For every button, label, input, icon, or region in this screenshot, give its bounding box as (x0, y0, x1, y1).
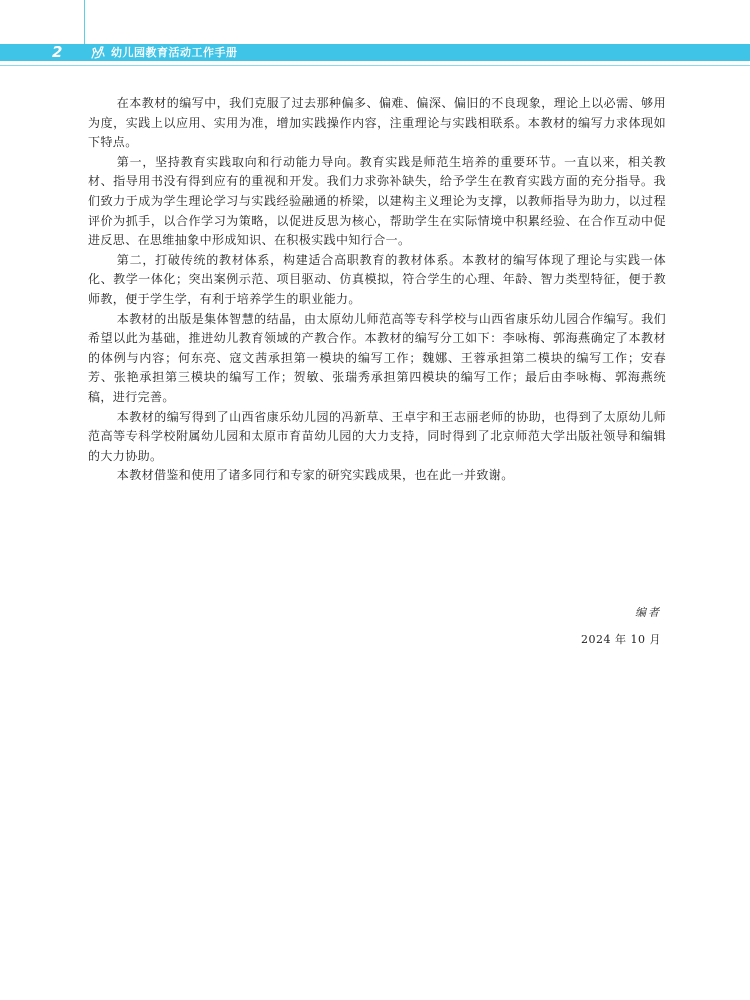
paragraph: 本教材的编写得到了山西省康乐幼儿园的冯新草、王卓宇和王志丽老师的协助，也得到了太原幼儿师范高等专科学校附属幼儿园和太原市育苗幼儿园的大力支持，同时得到了北京师范大学出版社领导和编辑的大力协助。 (88, 409, 666, 463)
signature-date: 2024 年 10 月 (581, 633, 661, 646)
paragraph: 第一，坚持教育实践取向和行动能力导向。教育实践是师范生培养的重要环节。一直以来，相关教材、指导用书没有得到应有的重视和开发。我们力求弥补缺失，给予学生在教育实践方面的充分指导。我们致力于成为学生理论学习与实践经验融通的桥梁，以建构主义理论为支撑，以教师指导为助力，以过程评价为抓手，以合作学习为策略，以促进反思为核心，帮助学生在实际情境中积累经验、在合作互动中促进反思、在思维抽象中形成知识、在积极实践中知行合一。 (88, 154, 666, 248)
signature-block (581, 599, 661, 653)
signature-editor: 编者 (635, 606, 661, 619)
page-number: 2 (52, 43, 63, 61)
paragraph: 在本教材的编写中，我们克服了过去那种偏多、偏难、偏深、偏旧的不良现象，理论上以必需、够用为度，实践上以应用、实用为准，增加实践操作内容，注重理论与实践相联系。本教材的编写力求体现如下特点。 (88, 96, 666, 150)
paragraph: 本教材的出版是集体智慧的结晶，由太原幼儿师范高等专科学校与山西省康乐幼儿园合作编写。我们希望以此为基础，推进幼儿教育领域的产教合作。本教材的编写分工如下：李咏梅、郭海燕确定了本教材的体例与内容；何东亮、寇文茜承担第一模块的编写工作；魏娜、王蓉承担第二模块的编写工作；安春芳、张艳承担第三模块的编写工作；贺敏、张瑞秀承担第四模块的编写工作；最后由李咏梅、郭海燕统稿，进行完善。 (88, 311, 666, 404)
preface-body (88, 94, 666, 486)
header-rule (0, 65, 750, 66)
header-vertical-divider (84, 0, 85, 46)
paragraph: 第二，打破传统的教材体系，构建适合高职教育的教材体系。本教材的编写体现了理论与实践一体化、教学一体化；突出案例示范、项目驱动、仿真模拟，符合学生的心理、年龄、智力类型特征，便于教师教，便于学生学，有利于培养学生的职业能力。 (88, 252, 666, 306)
running-header-title: 幼儿园教育活动工作手册 (111, 46, 238, 59)
hands-icon (90, 45, 106, 60)
paragraph: 本教材借鉴和使用了诸多同行和专家的研究实践成果，也在此一并致谢。 (116, 468, 514, 483)
